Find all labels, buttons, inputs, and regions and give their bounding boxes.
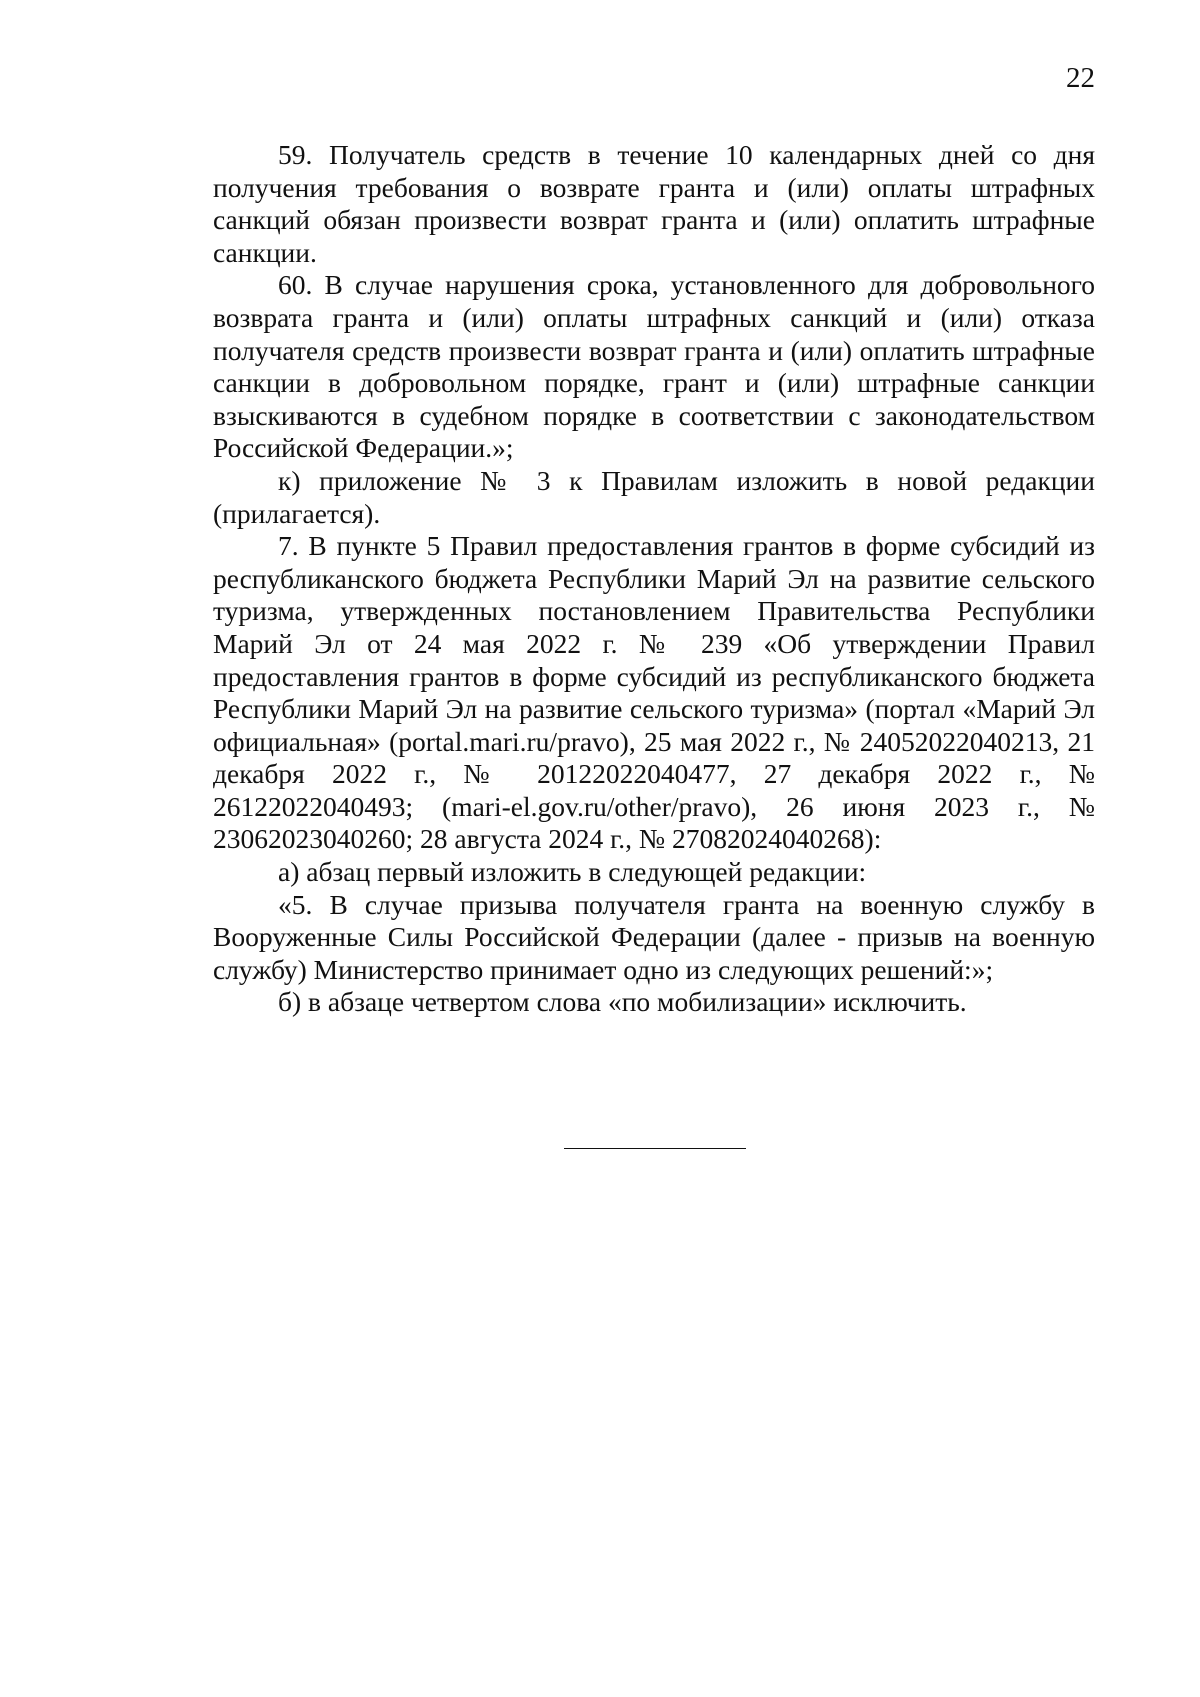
end-of-document-rule	[564, 1148, 746, 1149]
subitem-a: а) абзац первый изложить в следующей редакции:	[278, 856, 867, 888]
paragraph-7: 7. В пункте 5 Правил предоставления грантов в форме субсидий из республиканского бюджета Республики Марий Эл на развитие сельского туризма, утвержденных постановлением Правительства Республики Марий Эл от 24 мая 2022 г. № 239 «Об утверждении Правил предоставления грантов в форме субсидий из республиканского бюджета Республики Марий Эл на развитие сельского туризма» (портал «Марий Эл официальная» (portal.mari.ru/pravo), 25 мая 2022 г., № 24052022040213, 21 декабря 2022 г., № 20122022040477, 27 декабря 2022 г., № 26122022040493; (mari-el.gov.ru/other/pravo), 26 июня 2023 г., № 23062023040260; 28 августа 2024 г., № 27082024040268):	[213, 530, 1095, 855]
subitem-b: б) в абзаце четвертом слова «по мобилизации» исключить.	[278, 986, 967, 1018]
paragraph-59: 59. Получатель средств в течение 10 календарных дней со дня получения требования о возврате гранта и (или) оплаты штрафных санкций обязан произвести возврат гранта и (или) оплатить штрафные санкции.	[213, 139, 1095, 268]
paragraph-60: 60. В случае нарушения срока, установленного для добровольного возврата гранта и (или) оплаты штрафных санкций и (или) отказа получателя средств произвести возврат гранта и (или) оплатить штрафные санкции в добровольном порядке, грант и (или) штрафные санкции взыскиваются в судебном порядке в соответствии с законодательством Российской Федерации.»;	[213, 269, 1095, 464]
quoted-paragraph-5: «5. В случае призыва получателя гранта на военную службу в Вооруженные Силы Российской Федерации (далее - призыв на военную службу) Министерство принимает одно из следующих решений:»;	[213, 888, 1095, 985]
document-body	[213, 139, 1095, 1019]
subitem-k: к) приложение № 3 к Правилам изложить в новой редакции (прилагается).	[213, 464, 1095, 529]
page-number: 22	[1066, 62, 1095, 94]
